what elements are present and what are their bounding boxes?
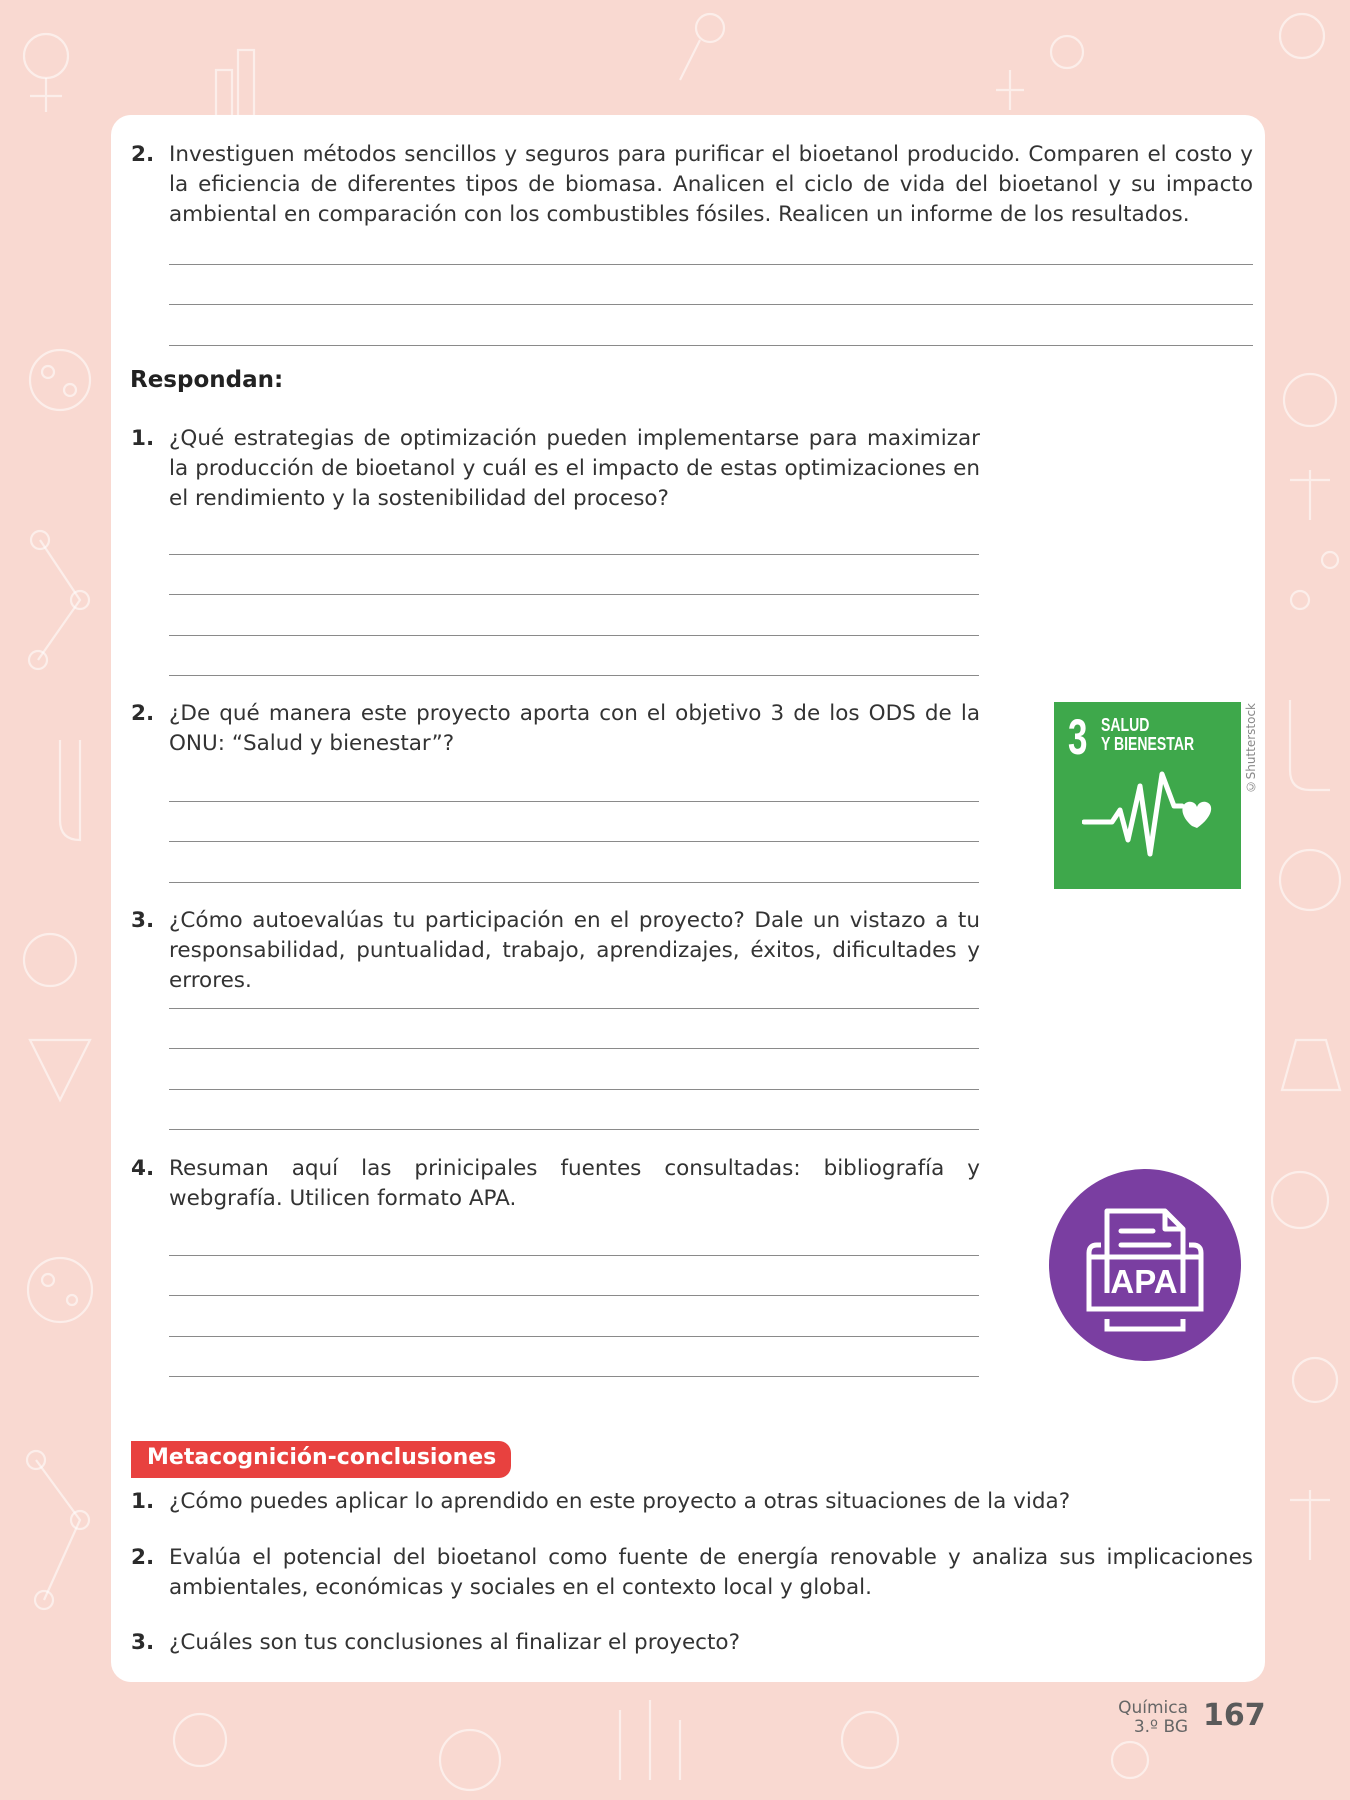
sdg-number: 3 bbox=[1068, 709, 1088, 765]
question-number: 1. bbox=[131, 1489, 155, 1514]
answer-line[interactable] bbox=[169, 1376, 979, 1377]
activity-item bbox=[131, 140, 1253, 232]
item-number: 2. bbox=[131, 142, 155, 167]
answer-line[interactable] bbox=[169, 594, 979, 595]
answer-line[interactable] bbox=[169, 1295, 979, 1296]
section-heading-respondan: Respondan: bbox=[130, 367, 284, 393]
question-item bbox=[131, 424, 980, 516]
question-text: ¿Cómo autoevalúas tu participación en el proyecto? Dale un vistazo a tu responsabilidad, puntualidad, trabajo, aprendizajes, éxitos, dificultades y errores. bbox=[169, 908, 980, 993]
section-tab-label: Metacognición-conclusiones bbox=[147, 1445, 497, 1470]
meta-question-item bbox=[131, 1543, 1253, 1605]
answer-line[interactable] bbox=[169, 1089, 979, 1090]
question-number: 2. bbox=[131, 1545, 155, 1570]
meta-question-item bbox=[131, 1487, 1253, 1519]
question-item bbox=[131, 906, 980, 993]
meta-question-item bbox=[131, 1628, 1253, 1660]
answer-line[interactable] bbox=[169, 1336, 979, 1337]
sdg-3-badge bbox=[1054, 702, 1241, 889]
sdg-title: SALUD Y BIENESTAR bbox=[1101, 715, 1195, 754]
answer-line[interactable] bbox=[169, 841, 979, 842]
answer-line[interactable] bbox=[169, 304, 1253, 305]
question-text: ¿Cuáles son tus conclusiones al finalizar el proyecto? bbox=[169, 1630, 740, 1655]
answer-line[interactable] bbox=[169, 1008, 979, 1009]
question-item bbox=[131, 699, 980, 761]
answer-line[interactable] bbox=[169, 635, 979, 636]
question-number: 1. bbox=[131, 426, 155, 451]
answer-line[interactable] bbox=[169, 1255, 979, 1256]
apa-label: APA bbox=[1110, 1263, 1178, 1300]
answer-line[interactable] bbox=[169, 345, 1253, 346]
question-number: 4. bbox=[131, 1156, 155, 1181]
page-number: 167 bbox=[1203, 1698, 1266, 1733]
answer-line[interactable] bbox=[169, 882, 979, 883]
section-tab-metacognicion bbox=[131, 1441, 511, 1478]
answer-line[interactable] bbox=[169, 1129, 979, 1130]
answer-line[interactable] bbox=[169, 264, 1253, 265]
footer-grade: 3.º BG bbox=[1133, 1717, 1188, 1737]
answer-line[interactable] bbox=[169, 554, 979, 555]
question-text: ¿Cómo puedes aplicar lo aprendido en este proyecto a otras situaciones de la vida? bbox=[169, 1489, 1071, 1514]
item-text: Investiguen métodos sencillos y seguros para purificar el bioetanol producido. Comparen el costo y la eficiencia de diferentes tipos de biomasa. Analicen el ciclo de vida del bioetanol y su impacto ambiental en comparación con los combustibles fósiles. Realicen un informe de los resultados. bbox=[169, 142, 1253, 227]
heartbeat-heart-icon bbox=[1082, 770, 1222, 860]
answer-line[interactable] bbox=[169, 675, 979, 676]
answer-line[interactable] bbox=[169, 1048, 979, 1049]
answer-line[interactable] bbox=[169, 801, 979, 802]
question-text: Evalúa el potencial del bioetanol como fuente de energía renovable y analiza sus implicaciones ambientales, económicas y sociales en el contexto local y global. bbox=[169, 1545, 1253, 1600]
question-text: Resuman aquí las prinicipales fuentes consultadas: bibliografía y webgrafía. Utilicen formato APA. bbox=[169, 1156, 980, 1211]
question-text: ¿De qué manera este proyecto aporta con el objetivo 3 de los ODS de la ONU: “Salud y bienestar”? bbox=[169, 701, 980, 756]
image-credit: ©Shutterstock bbox=[1244, 703, 1258, 794]
question-number: 3. bbox=[131, 1630, 155, 1655]
question-number: 2. bbox=[131, 701, 155, 726]
question-text: ¿Qué estrategias de optimización pueden implementarse para maximizar la producción de bioetanol y cuál es el impacto de estas optimizaciones en el rendimiento y la sostenibilidad del proceso? bbox=[169, 426, 980, 511]
question-item bbox=[131, 1154, 980, 1216]
question-number: 3. bbox=[131, 908, 155, 933]
footer-subject: Química bbox=[1118, 1698, 1188, 1718]
